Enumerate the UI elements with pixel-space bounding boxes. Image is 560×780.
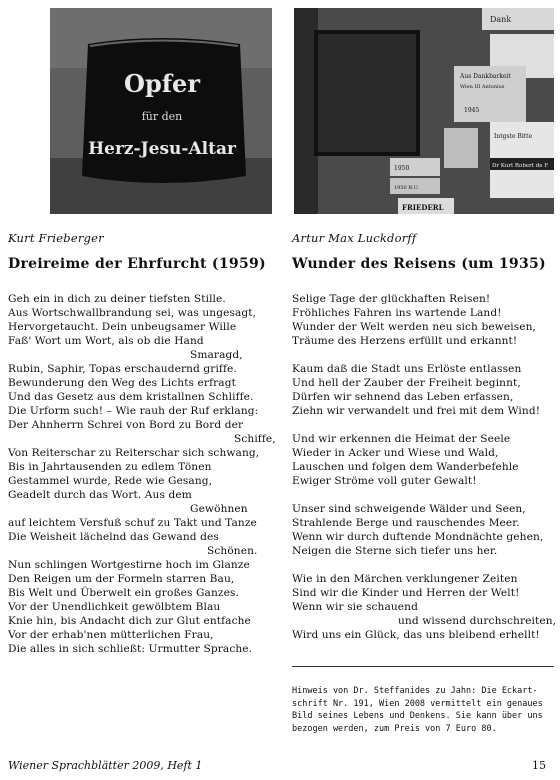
left-poem-line: Den Reigen um der Formeln starren Bau, bbox=[8, 573, 235, 585]
left-poem-line: Und das Gesetz aus dem kristallnen Schliffe. bbox=[8, 391, 254, 403]
right-poem-line: Wenn wir sie schauend bbox=[292, 601, 418, 613]
right-poem-line: und wissend durchschreiten, bbox=[398, 615, 557, 627]
left-poem-line: Aus Wortschwallbrandung sei, was ungesagt, bbox=[8, 307, 257, 319]
left-poem-line: Bis Welt und Überwelt ein großes Ganzes. bbox=[8, 587, 239, 599]
photo-altar-sign bbox=[50, 8, 272, 214]
right-poem-line: Lauschen und folgen dem Wanderbefehle bbox=[292, 461, 519, 473]
plaque-text-8: 1950 B.U. bbox=[394, 185, 419, 191]
right-poem-line: Selige Tage der glückhaften Reisen! bbox=[292, 293, 491, 305]
left-poem-title: Dreireime der Ehrfurcht (1959) bbox=[8, 256, 266, 272]
right-poem-author: Artur Max Luckdorff bbox=[292, 231, 417, 245]
footnote: Hinweis von Dr. Steffanides zu Jahn: Die Eckart-schrift Nr. 191, Wien 2008 vermittelt ein genaues Bild seines Lebens und Denkens. Sie kann über uns bezogen werden, zum Preis von 7 Euro 80. bbox=[292, 686, 543, 734]
left-poem-line: Die alles in sich schließt: Urmutter Sprache. bbox=[8, 643, 253, 655]
left-poem-line: Geh ein in dich zu deiner tiefsten Stille. bbox=[8, 293, 226, 305]
right-poem-line: Kaum daß die Stadt uns Erlöste entlassen bbox=[292, 363, 522, 375]
plaque-text-6: Dr Kurt Robert de F bbox=[492, 163, 549, 169]
right-poem-line: Ziehn wir verwandelt und frei mit dem Wind! bbox=[292, 405, 541, 417]
plaque-text-7: 1950 bbox=[394, 165, 410, 172]
sign-line-1: Opfer bbox=[124, 69, 200, 98]
page-number: 15 bbox=[532, 759, 546, 772]
right-poem-line: Und hell der Zauber der Freiheit beginnt, bbox=[292, 377, 521, 389]
plaque-text-4: 1945 bbox=[464, 107, 480, 114]
right-poem-line: Wird uns ein Glück, das uns bleibend erhellt! bbox=[292, 629, 540, 641]
left-poem-line: Knie hin, bis Andacht dich zur Glut entfache bbox=[8, 615, 251, 627]
altar-sign-image bbox=[50, 8, 272, 214]
left-poem-line: Rubin, Saphir, Topas erschaudernd griffe. bbox=[8, 363, 237, 375]
left-poem-line: Schiffe, bbox=[234, 433, 276, 445]
plaque-text-3: Wien III Antonius bbox=[460, 84, 505, 90]
plaque-text-2: Aus Dankbarkeit bbox=[460, 73, 511, 80]
right-poem-title: Wunder des Reisens (um 1935) bbox=[292, 256, 546, 272]
right-poem-line: Sind wir die Kinder und Herren der Welt! bbox=[292, 587, 520, 599]
right-poem-line: Und wir erkennen die Heimat der Seele bbox=[292, 433, 511, 445]
left-poem-line: Schönen. bbox=[207, 545, 258, 557]
left-poem-line: Gewöhnen bbox=[190, 503, 248, 515]
right-poem-line: Wenn wir durch duftende Mondnächte gehen, bbox=[292, 531, 544, 543]
sign-line-2: für den bbox=[141, 110, 183, 123]
left-poem-line: Faß' Wort um Wort, als ob die Hand bbox=[8, 335, 204, 347]
right-poem-line: Dürfen wir sehnend das Leben erfassen, bbox=[292, 391, 514, 403]
left-poem-line: Vor der erhab'nen mütterlichen Frau, bbox=[8, 629, 214, 641]
journal-footer: Wiener Sprachblätter 2009, Heft 1 bbox=[8, 759, 203, 772]
left-poem-line: Nun schlingen Wortgestirne hoch im Glanze bbox=[8, 559, 250, 571]
sign-line-3: Herz-Jesu-Altar bbox=[88, 139, 236, 159]
note-divider bbox=[292, 666, 554, 667]
left-poem-line: Geadelt durch das Wort. Aus dem bbox=[8, 489, 192, 501]
left-poem-line: Bewunderung den Weg des Lichts erfragt bbox=[8, 377, 236, 389]
right-poem-line: Wieder in Acker und Wiese und Wald, bbox=[292, 447, 499, 459]
right-poem-line: Wie in den Märchen verklungener Zeiten bbox=[292, 573, 518, 585]
left-poem-author: Kurt Frieberger bbox=[8, 231, 104, 245]
votive-plaques-image bbox=[294, 8, 554, 214]
right-poem-line: Fröhliches Fahren ins wartende Land! bbox=[292, 307, 502, 319]
left-poem-line: Der Ahnherrn Schrei von Bord zu Bord der bbox=[8, 419, 244, 431]
photo-votive-plaques bbox=[294, 8, 554, 214]
left-poem-line: Smaragd, bbox=[190, 349, 243, 361]
plaque-text-9: FRIEDERL bbox=[402, 203, 444, 212]
plaque-text-5: Intgste Bitte bbox=[494, 133, 533, 140]
left-poem-line: Bis in Jahrtausenden zu edlem Tönen bbox=[8, 461, 212, 473]
right-poem-line: Unser sind schweigende Wälder und Seen, bbox=[292, 503, 526, 515]
right-poem-line: Neigen die Sterne sich tiefer uns her. bbox=[292, 545, 498, 557]
right-poem-line: Strahlende Berge und rauschendes Meer. bbox=[292, 517, 520, 529]
right-poem-line: Wunder der Welt werden neu sich beweisen, bbox=[292, 321, 537, 333]
plaque-text-1: Dank bbox=[490, 15, 512, 24]
left-poem-line: auf leichtem Versfuß schuf zu Takt und Tanze bbox=[8, 517, 257, 529]
left-poem-line: Die Weisheit lächelnd das Gewand des bbox=[8, 531, 219, 543]
left-poem-line: Hervorgetaucht. Dein unbeugsamer Wille bbox=[8, 321, 237, 333]
left-poem-line: Gestammel wurde, Rede wie Gesang, bbox=[8, 475, 213, 487]
left-poem-line: Von Reiterschar zu Reiterschar sich schwang, bbox=[8, 447, 260, 459]
left-poem-line: Die Urform such! – Wie rauh der Ruf erklang: bbox=[8, 405, 259, 417]
left-poem-line: Vor der Unendlichkeit gewölbtem Blau bbox=[8, 601, 221, 613]
right-poem-line: Ewiger Ströme voll guter Gewalt! bbox=[292, 475, 477, 487]
right-poem-line: Träume des Herzens erfüllt und erkannt! bbox=[292, 335, 518, 347]
